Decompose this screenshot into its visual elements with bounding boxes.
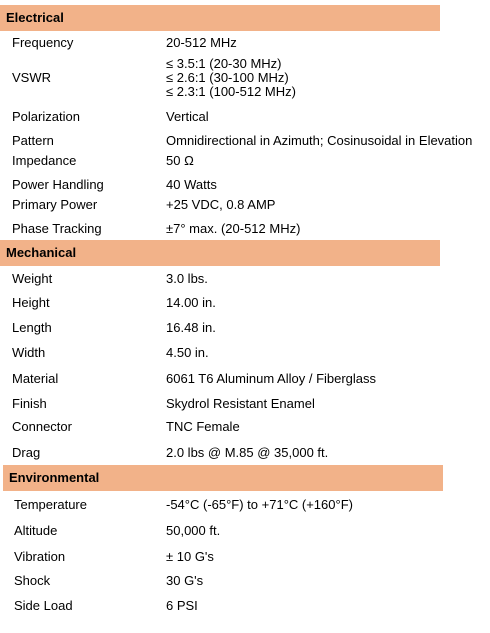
spec-value bbox=[166, 446, 328, 460]
spec-value bbox=[166, 296, 216, 310]
spec-value-line: 6 PSI bbox=[166, 598, 198, 613]
spec-value bbox=[166, 178, 217, 192]
spec-label: Pattern bbox=[12, 133, 54, 148]
spec-value-line: ±7° max. (20-512 MHz) bbox=[166, 221, 301, 236]
spec-value-line: +25 VDC, 0.8 AMP bbox=[166, 197, 276, 212]
spec-value-line: 30 G's bbox=[166, 573, 204, 588]
spec-value-line: TNC Female bbox=[166, 419, 240, 434]
spec-label: Finish bbox=[12, 396, 47, 411]
spec-value bbox=[166, 397, 315, 411]
section-header-mechanical: Mechanical bbox=[0, 240, 440, 266]
spec-value bbox=[166, 574, 203, 588]
spec-value bbox=[166, 198, 275, 212]
spec-value-line: 6061 T6 Aluminum Alloy / Fiberglass bbox=[166, 371, 377, 386]
spec-value-line: ± 10 G's bbox=[166, 549, 214, 564]
spec-value bbox=[166, 36, 237, 50]
spec-value-line: Omnidirectional in Azimuth; Cosinusoidal in Elevation bbox=[166, 133, 473, 148]
section-header-electrical: Electrical bbox=[0, 5, 440, 31]
spec-value bbox=[166, 134, 472, 148]
spec-label: Polarization bbox=[12, 109, 80, 124]
spec-value-line: Vertical bbox=[166, 109, 209, 124]
spec-value-line: -54°C (-65°F) to +71°C (+160°F) bbox=[166, 497, 353, 512]
spec-label: Impedance bbox=[12, 153, 77, 168]
spec-value bbox=[166, 372, 376, 386]
spec-value-line: ≤ 2.3:1 (100-512 MHz) bbox=[166, 84, 296, 99]
spec-value-line: 50 Ω bbox=[166, 153, 194, 168]
spec-label: Primary Power bbox=[12, 197, 98, 212]
spec-label: Vibration bbox=[14, 549, 66, 564]
spec-value bbox=[166, 524, 220, 538]
spec-value bbox=[166, 272, 208, 286]
spec-value-line: 50,000 ft. bbox=[166, 523, 221, 538]
spec-label: Drag bbox=[12, 445, 41, 460]
spec-label: Side Load bbox=[14, 598, 73, 613]
spec-value-line: 3.0 lbs. bbox=[166, 271, 208, 286]
spec-value-line: ≤ 2.6:1 (30-100 MHz) bbox=[166, 70, 289, 85]
spec-value-line: 4.50 in. bbox=[166, 345, 209, 360]
spec-value-line: 14.00 in. bbox=[166, 295, 216, 310]
spec-value bbox=[166, 346, 209, 360]
spec-label: Altitude bbox=[14, 523, 58, 538]
spec-label: Phase Tracking bbox=[12, 221, 102, 236]
spec-value-line: 16.48 in. bbox=[166, 320, 216, 335]
spec-label: Power Handling bbox=[12, 177, 104, 192]
spec-label: Width bbox=[12, 345, 46, 360]
spec-label: Weight bbox=[12, 271, 53, 286]
spec-label: Temperature bbox=[14, 497, 87, 512]
spec-value bbox=[166, 550, 214, 564]
spec-value-line: Skydrol Resistant Enamel bbox=[166, 396, 315, 411]
spec-label: Length bbox=[12, 320, 52, 335]
spec-label: Material bbox=[12, 371, 59, 386]
spec-value-line: 20-512 MHz bbox=[166, 35, 237, 50]
spec-label: Height bbox=[12, 295, 50, 310]
spec-value-line: 40 Watts bbox=[166, 177, 217, 192]
spec-value bbox=[166, 498, 353, 512]
spec-label: Frequency bbox=[12, 35, 74, 50]
spec-value bbox=[166, 599, 198, 613]
section-header-environmental: Environmental bbox=[3, 465, 443, 491]
spec-value bbox=[166, 321, 216, 335]
spec-label: VSWR bbox=[12, 70, 51, 85]
spec-value bbox=[166, 110, 209, 124]
spec-label: Shock bbox=[14, 573, 51, 588]
spec-value bbox=[166, 154, 194, 168]
spec-label: Connector bbox=[12, 419, 72, 434]
spec-value bbox=[166, 222, 300, 236]
spec-value-line: ≤ 3.5:1 (20-30 MHz) bbox=[166, 56, 282, 71]
spec-value bbox=[166, 420, 240, 434]
spec-value-line: 2.0 lbs @ M.85 @ 35,000 ft. bbox=[166, 445, 329, 460]
spec-value bbox=[166, 57, 296, 99]
